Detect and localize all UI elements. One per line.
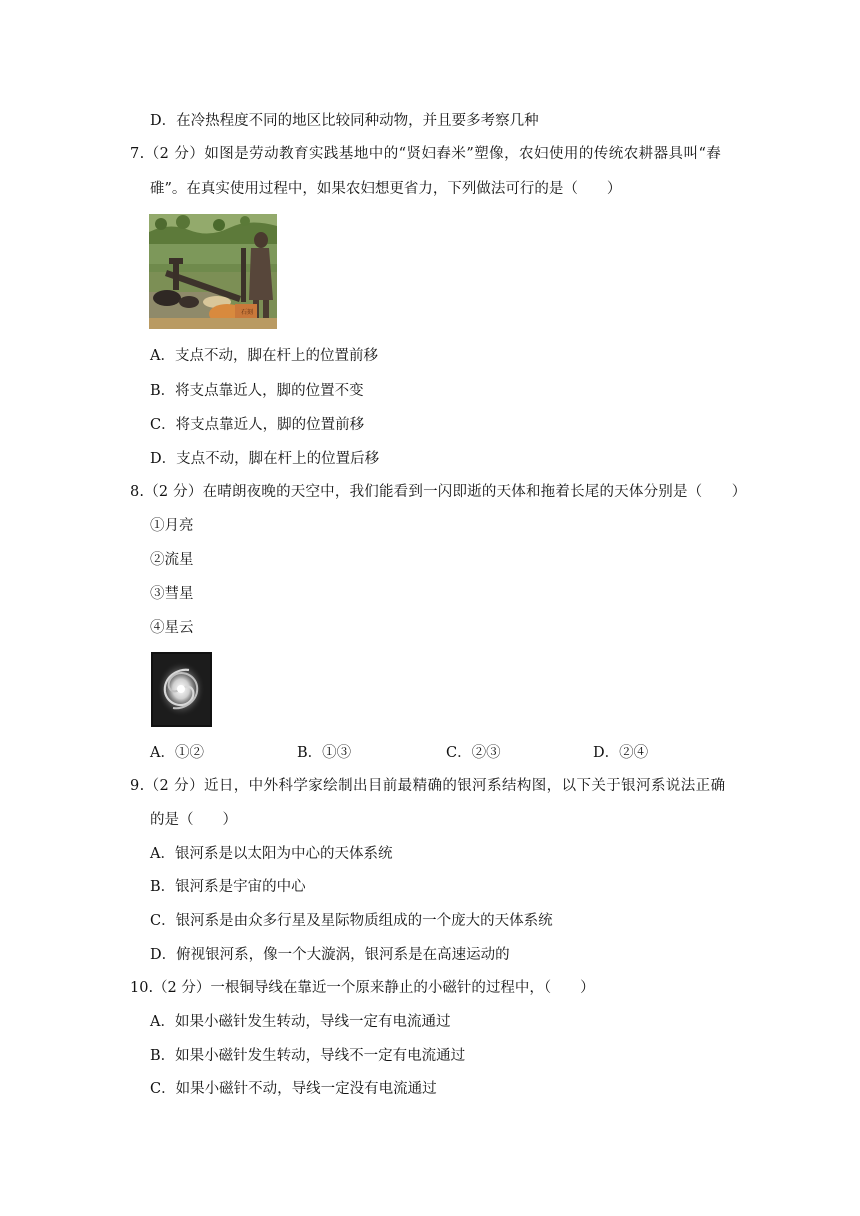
q8-stem: 8.（2 分）在晴朗夜晚的天空中，我们能看到一闪即逝的天体和拖着长尾的天体分别是（ ） [130,484,747,500]
q10-stem: 10.（2 分）一根铜导线在靠近一个原来静止的小磁针的过程中，（ ） [130,980,595,996]
statue-photo [149,214,277,329]
q7-option-c: C．将支点靠近人，脚的位置前移 [150,417,365,433]
q9-stem-line1: 9.（2 分）近日，中外科学家绘制出目前最精确的银河系结构图，以下关于银河系说法正确 [130,778,726,794]
q7-stem-line1: 7.（2 分）如图是劳动教育实践基地中的“贤妇舂米”塑像，农妇使用的传统农耕器具叫“舂 [130,146,722,162]
q9-option-d: D．俯视银河系，像一个大漩涡，银河系是在高速运动的 [150,947,510,963]
q8-item-4: ④星云 [150,620,194,636]
q8-option-b: B．①③ [297,745,352,761]
galaxy-photo [151,652,212,727]
q7-option-b: B．将支点靠近人，脚的位置不变 [150,383,364,399]
q8-option-c: C．②③ [446,745,501,761]
q10-option-c: C．如果小磁针不动，导线一定没有电流通过 [150,1081,437,1097]
q8-item-1: ①月亮 [150,518,194,534]
q8-option-a: A．①② [150,745,204,761]
q7-stem-line2: 碓”。在真实使用过程中，如果农妇想更省力，下列做法可行的是（ ） [150,181,622,197]
q6-option-d: D．在冷热程度不同的地区比较同种动物，并且要多考察几种 [150,113,539,129]
q7-option-d: D．支点不动，脚在杆上的位置后移 [150,451,380,467]
q9-option-b: B．银河系是宇宙的中心 [150,879,306,895]
q9-stem-line2: 的是（ ） [150,812,237,828]
q7-option-a: A．支点不动，脚在杆上的位置前移 [150,348,378,364]
q10-option-a: A．如果小磁针发生转动，导线一定有电流通过 [150,1014,451,1030]
q9-option-a: A．银河系是以太阳为中心的天体系统 [150,846,393,862]
q8-option-d: D．②④ [593,745,649,761]
q10-option-b: B．如果小磁针发生转动，导线不一定有电流通过 [150,1048,466,1064]
q9-option-c: C．银河系是由众多行星及星际物质组成的一个庞大的天体系统 [150,913,553,929]
q8-item-2: ②流星 [150,552,194,568]
q8-item-3: ③彗星 [150,586,194,602]
svg-text:石刻: 石刻 [241,309,254,316]
